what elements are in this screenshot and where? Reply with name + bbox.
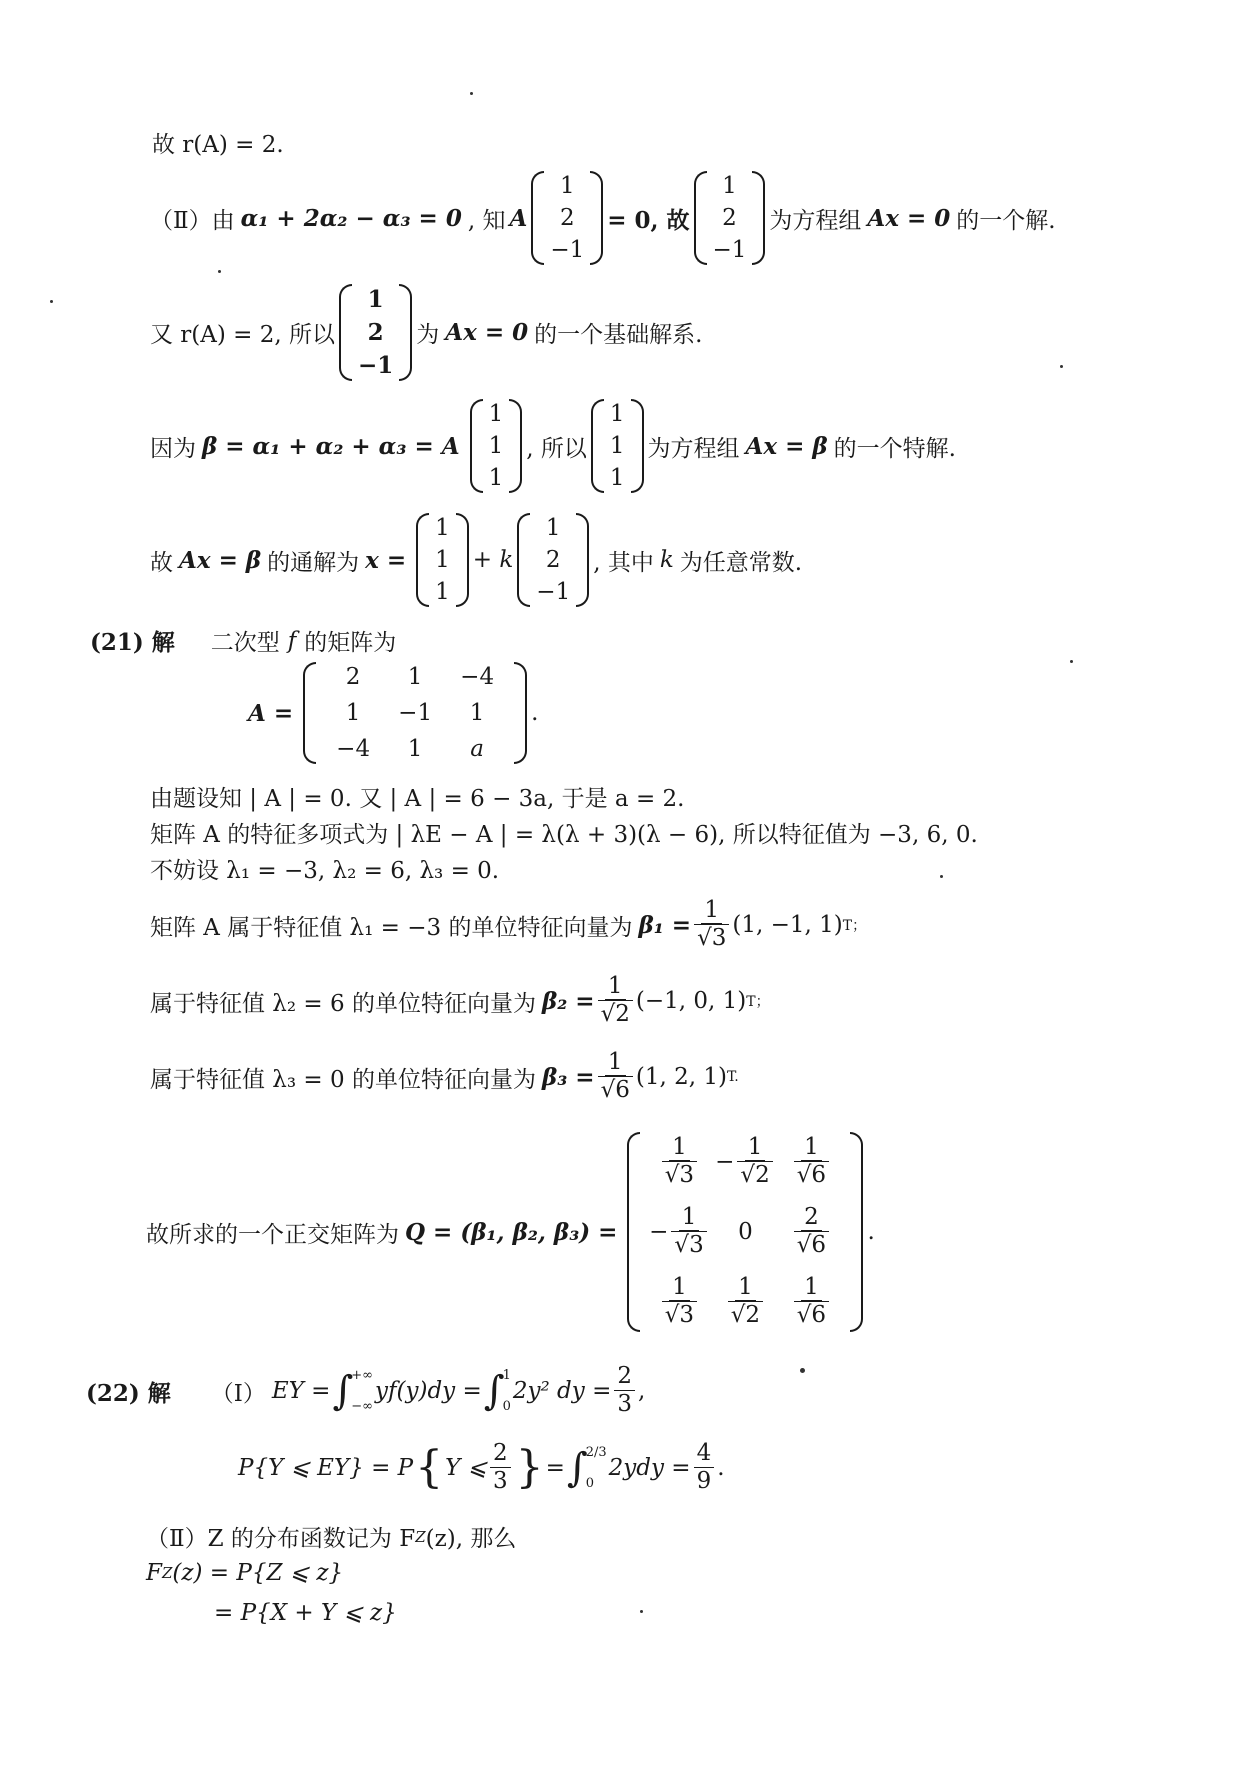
as-text: 为: [416, 321, 440, 348]
matrix-a: [303, 662, 527, 764]
vector-entry: 1: [545, 515, 561, 541]
vector-entry: 1: [609, 433, 625, 459]
integrand-2: 2y² dy =: [512, 1378, 612, 1404]
beta1-equals: β₁ =: [638, 911, 692, 939]
matrix-is-text: 的矩阵为: [304, 630, 397, 656]
general-solution-line: [150, 510, 802, 610]
matrix-q: [627, 1132, 863, 1332]
basis-suffix: 的一个基础解系.: [534, 321, 703, 348]
nonhomogeneous-system: Ax = β: [745, 432, 828, 460]
part-two-distribution-text: （Ⅱ）Z 的分布函数记为 F: [146, 1526, 416, 1552]
vector-entry: 1: [609, 401, 625, 427]
solution-text: 的一个解.: [956, 207, 1056, 234]
fz-line-1: F Z (z) = P{Z ⩽ z}: [146, 1560, 344, 1586]
question-22-part1-line: (22) 解 （Ⅰ） EY = ∫ +∞ −∞ yf(y)dy = ∫ 1 0 2y² dy = $\frac{2}{3}$ ,: [86, 1363, 646, 1417]
integrand-3: 2ydy =: [608, 1455, 691, 1481]
general-solution-text: 的通解为: [267, 549, 360, 576]
therefore-text: 故: [150, 549, 173, 576]
alpha-relation: α₁ + 2α₂ − α₃ = 0: [240, 204, 462, 232]
column-vector-121: [531, 171, 603, 265]
vector-entry: 1: [609, 465, 625, 491]
integral-0-two-thirds: ∫ 2/3 0: [566, 1445, 607, 1491]
zero-so-text: = 0, 故: [607, 206, 690, 234]
vector-entry: 2: [545, 547, 561, 573]
arbitrary-text: 为任意常数.: [679, 549, 803, 576]
column-vector-121: [517, 513, 589, 607]
question-21-label: (21) 解: [90, 629, 175, 656]
basis-line: [150, 280, 702, 384]
matrix-entry: a: [470, 736, 484, 762]
fz-expression-1: (z) = P{Z ⩽ z}: [172, 1560, 344, 1586]
vector-entry: 2: [722, 205, 737, 231]
vector-entry: −1: [550, 237, 585, 263]
vector-entry: −1: [712, 237, 747, 263]
question-21-header: [90, 624, 396, 657]
nonhomogeneous-system: Ax = β: [179, 546, 262, 574]
matrix-entry: 1: [407, 664, 423, 690]
eigenvector-1-line: [150, 892, 866, 958]
matrix-entry: −1: [398, 700, 433, 726]
eigenvector-3-text: 属于特征值 λ₃ = 0 的单位特征向量为: [150, 1066, 536, 1093]
q-entry: $\frac{1}{√3}$: [662, 1274, 697, 1330]
vector-entry: 1: [435, 579, 450, 605]
vector-entry: 1: [488, 401, 504, 427]
particular-solution-line: [150, 396, 956, 496]
transpose-mark: T；: [842, 918, 867, 934]
f-symbol: f: [287, 627, 297, 654]
part-two-prefix: （Ⅱ）由: [150, 207, 235, 234]
know-text: , 知: [467, 207, 506, 234]
matrix-entry: −4: [336, 736, 371, 762]
column-vector-121: [694, 171, 766, 265]
matrix-a-definition: A = 2 1 −4 1 −1 1 −4 1 a .: [248, 664, 539, 762]
x-equals: x =: [365, 546, 407, 574]
vector-entry: 1: [488, 465, 504, 491]
matrix-entry: −4: [460, 664, 495, 690]
eigenvector-1-text: 矩阵 A 属于特征值 λ₁ = −3 的单位特征向量为: [150, 914, 633, 941]
system-text: 为方程组: [647, 435, 740, 462]
q-entry: $\frac{1}{√6}$: [794, 1134, 829, 1190]
part-two-distribution: （Ⅱ）Z 的分布函数记为 F Z (z), 那么: [146, 1520, 516, 1553]
q-entry: − $\frac{1}{√3}$: [649, 1204, 710, 1260]
two-thirds: $\frac{2}{3}$: [490, 1440, 511, 1495]
fz-expression-2: = P{X + Y ⩽ z}: [214, 1600, 397, 1626]
fz-line-2: [214, 1600, 397, 1626]
plus-k: + k: [472, 547, 514, 573]
integral-inf: ∫ +∞ −∞: [332, 1368, 374, 1414]
vector-entry: 1: [722, 173, 737, 199]
eigenvector-1-vector: (1, −1, 1): [732, 912, 843, 938]
eigenvector-2-line: [150, 968, 770, 1034]
basis-prefix: 又 r(A) = 2, 所以: [150, 321, 336, 348]
beta3-equals: β₃ =: [541, 1063, 595, 1091]
column-vector-111: [416, 513, 469, 607]
eigenvector-2-vector: (−1, 0, 1): [635, 988, 747, 1014]
characteristic-polynomial-line: 矩阵 A 的特征多项式为 | λE − A | = λ(λ + 3)(λ − 6), 所以特征值为 −3, 6, 0.: [150, 822, 978, 848]
q-entry: − $\frac{1}{√2}$: [715, 1134, 776, 1190]
system-text: 为方程组: [769, 207, 862, 234]
probability-line: P{Y ⩽ EY} = P { Y ⩽ $\frac{2}{3}$ } = ∫ 2/3 0 2ydy = $\frac{4}{9}$ .: [238, 1440, 725, 1494]
determinant-line: 由题设知 | A | = 0. 又 | A | = 6 − 3a, 于是 a = 2.: [150, 786, 685, 812]
eigenvalue-assumption: 不妨设 λ₁ = −3, λ₂ = 6, λ₃ = 0.: [150, 858, 500, 884]
homogeneous-system: Ax = 0: [445, 318, 529, 346]
orthogonal-matrix-line: 故所求的一个正交矩阵为 Q = (β₁, β₂, β₃) = $\frac{1}{√3}$ − $\frac{1}{√2}$ $\frac{1}{√6}$ − $\frac{1}{√3}$ 0 $\frac{2}{√6}$ $\frac{1}{√3}$ $\frac{1}{√2}$ $\frac{1}{√6}$ .: [146, 1122, 875, 1342]
eigenvector-3-line: [150, 1044, 739, 1110]
constant-k: k: [659, 547, 674, 573]
vector-entry: −1: [358, 351, 394, 379]
vector-entry: 1: [367, 285, 384, 313]
beta-relation: β = α₁ + α₂ + α₃ = A: [202, 432, 460, 460]
vector-entry: −1: [536, 579, 571, 605]
vector-entry: 2: [367, 318, 384, 346]
column-vector-111: [470, 399, 523, 493]
fraction-1-over-sqrt6: $\frac{1}{√6}$: [598, 1049, 633, 1105]
because-text: 因为: [150, 435, 196, 462]
vector-entry: 1: [435, 515, 450, 541]
matrix-entry: 1: [345, 700, 361, 726]
a-equals: A =: [248, 699, 294, 727]
so-text: , 所以: [526, 435, 587, 462]
eigenvector-3-vector: (1, 2, 1): [635, 1064, 727, 1090]
eigenvector-2-text: 属于特征值 λ₂ = 6 的单位特征向量为: [150, 990, 536, 1017]
q-entry: $\frac{2}{√6}$: [794, 1204, 829, 1260]
matrix-entry: 2: [345, 664, 361, 690]
part-one-label: （Ⅰ）: [210, 1380, 266, 1407]
transpose-mark: T.: [726, 1069, 739, 1085]
q-entry: $\frac{1}{√6}$: [794, 1274, 829, 1330]
q-entry: 0: [738, 1219, 753, 1245]
vector-entry: 1: [559, 173, 575, 199]
vector-entry: 1: [435, 547, 450, 573]
where-text: , 其中: [593, 549, 654, 576]
q-equals: Q = (β₁, β₂, β₃) =: [405, 1218, 618, 1246]
probability-result: $\frac{4}{9}$: [694, 1440, 715, 1495]
matrix-entry: 1: [469, 700, 485, 726]
q-entry: $\frac{1}{√3}$: [662, 1134, 697, 1190]
integrand-1: yf(y)dy =: [375, 1378, 482, 1404]
question-22-label: (22) 解: [86, 1379, 171, 1407]
column-vector-111: [591, 399, 644, 493]
probability-lhs: P{Y ⩽ EY} = P: [238, 1455, 414, 1481]
fraction-1-over-sqrt3: $\frac{1}{√3}$: [694, 897, 729, 953]
beta2-equals: β₂ =: [541, 987, 595, 1015]
q-entry: $\frac{1}{√2}$: [728, 1274, 763, 1330]
vector-entry: 1: [488, 433, 504, 459]
fraction-1-over-sqrt2: $\frac{1}{√2}$: [598, 973, 633, 1029]
vector-entry: 2: [559, 205, 575, 231]
rank-conclusion: 故 r(A) = 2.: [152, 132, 284, 158]
part-two-line: [150, 166, 1056, 270]
ey-result: $\frac{2}{3}$: [614, 1363, 635, 1418]
matrix-entry: 1: [407, 736, 423, 762]
matrix-a-symbol: A: [509, 204, 528, 232]
basis-vector: [339, 284, 412, 381]
integral-0-1: ∫ 1 0: [483, 1368, 511, 1414]
transpose-mark: T；: [746, 994, 770, 1010]
particular-suffix: 的一个特解.: [833, 435, 956, 462]
quadratic-form-text: 二次型: [210, 630, 280, 656]
homogeneous-system: Ax = 0: [867, 204, 951, 232]
ey-lhs: EY =: [271, 1378, 331, 1404]
orthogonal-text: 故所求的一个正交矩阵为: [146, 1221, 399, 1248]
probability-condition: Y ⩽: [445, 1455, 487, 1481]
